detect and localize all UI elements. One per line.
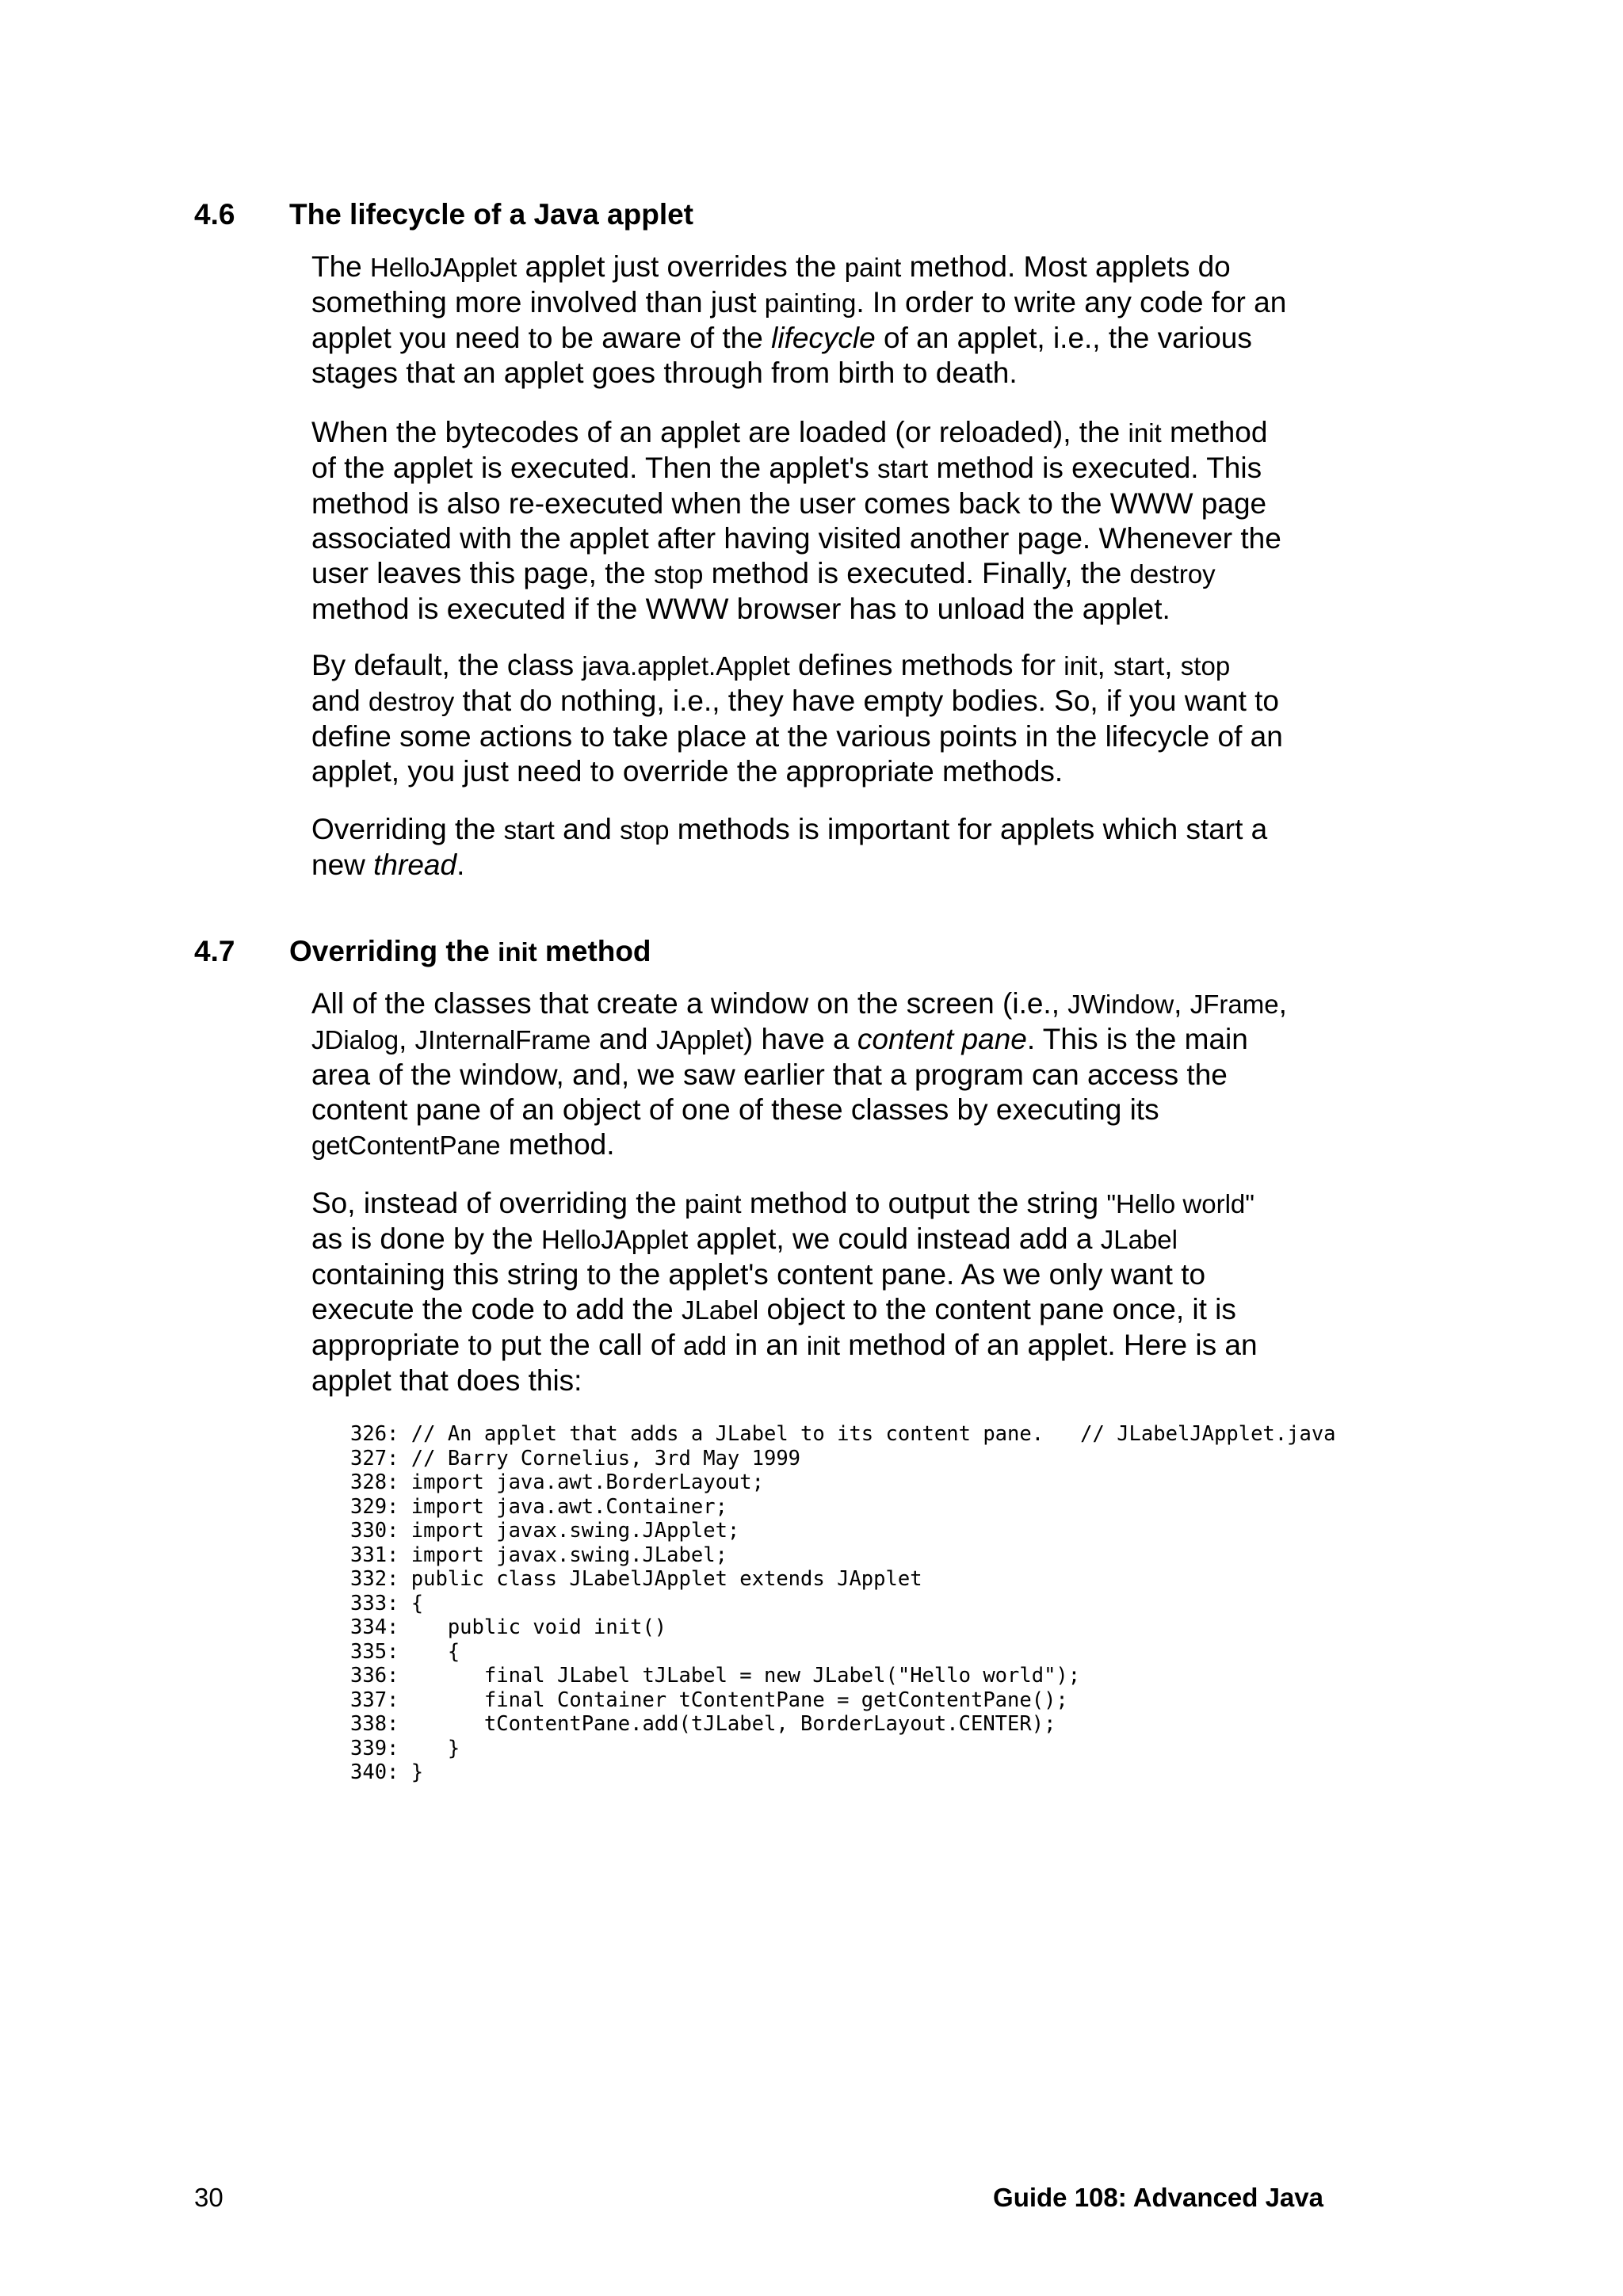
section-title: Overriding the init method (289, 935, 651, 967)
inline-code: JApplet (655, 1025, 743, 1055)
code-line: 332: public class JLabelJApplet extends JApplet (350, 1567, 922, 1591)
text-segment: in an (727, 1329, 807, 1361)
inline-code: start (503, 815, 555, 845)
text-line (311, 1292, 1342, 1328)
text-segment: defines methods for (789, 649, 1064, 681)
text-segment: ) have a (743, 1023, 857, 1055)
text-segment: When the bytecodes of an applet are loaded (or reloaded), the (311, 416, 1128, 448)
inline-code: start (876, 454, 929, 483)
inline-code: paint (685, 1189, 742, 1219)
text-line (311, 1328, 1342, 1363)
text-segment: . (456, 849, 465, 881)
inline-code: paint (844, 253, 902, 282)
text-segment: method is executed if the WWW browser has to unload the applet. (311, 593, 1170, 625)
text-line (311, 1363, 1342, 1398)
text-segment: method. (500, 1128, 615, 1161)
code-line: 333: { (350, 1591, 424, 1615)
text-line (311, 1058, 1342, 1093)
inline-code: init (1128, 418, 1162, 448)
text-segment: applet just overrides the (517, 250, 845, 283)
text-segment: something more involved than just (311, 286, 765, 318)
section-number: 4.6 (194, 198, 235, 231)
text-line (311, 986, 1342, 1022)
text-line (311, 521, 1342, 556)
text-segment: method is also re-executed when the user comes back to the WWW page (311, 487, 1267, 520)
footer-guide-title: Guide 108: Advanced Java (993, 2183, 1323, 2212)
text-segment: appropriate to put the call of (311, 1329, 683, 1361)
text-segment: and (590, 1023, 656, 1055)
text-segment: The (311, 250, 371, 283)
text-segment: applet you need to be aware of the (311, 322, 772, 354)
inline-code: stop (653, 559, 704, 589)
inline-code: "Hello world" (1106, 1189, 1254, 1219)
inline-code: JWindow (1067, 990, 1174, 1019)
text-segment: method of an applet. Here is an (840, 1329, 1258, 1361)
emphasis: thread (373, 849, 457, 881)
text-segment: By default, the class (311, 649, 582, 681)
text-line (311, 812, 1342, 848)
text-segment: methods is important for applets which start a (669, 813, 1268, 845)
inline-code: HelloJApplet (541, 1225, 689, 1254)
text-line (311, 486, 1342, 521)
text-segment: applet that does this: (311, 1364, 582, 1397)
inline-code: JLabel (681, 1295, 759, 1325)
text-segment: associated with the applet after having visited another page. Whenever the (311, 522, 1281, 555)
inline-code: painting (764, 288, 857, 318)
text-line (311, 1257, 1342, 1292)
emphasis: lifecycle (771, 322, 876, 354)
inline-code: JFrame (1190, 990, 1279, 1019)
text-line (311, 592, 1342, 627)
code-line: 339: } (350, 1736, 460, 1760)
text-segment: execute the code to add the (311, 1293, 682, 1325)
inline-code: stop (620, 815, 670, 845)
code-line: 337: final Container tContentPane = getContentPane(); (350, 1688, 1068, 1712)
code-line: 326: // An applet that adds a JLabel to its content pane. // JLabelJApplet.java (350, 1422, 1336, 1446)
section-number: 4.7 (194, 935, 235, 967)
text-line (311, 648, 1342, 684)
section-title: The lifecycle of a Java applet (289, 198, 693, 231)
text-line (311, 451, 1342, 486)
text-line (311, 848, 1342, 883)
text-segment: , (1097, 649, 1114, 681)
text-segment: applet, you just need to override the appropriate methods. (311, 755, 1064, 788)
text-segment: All of the classes that create a window on the screen (i.e., (311, 987, 1068, 1020)
text-segment: method. Most applets do (901, 250, 1231, 283)
text-segment: applet, we could instead add a (688, 1222, 1101, 1255)
text-segment: of the applet is executed. Then the applet's (311, 452, 877, 484)
code-line: 331: import javax.swing.JLabel; (350, 1543, 727, 1567)
text-segment: and (311, 685, 369, 717)
text-segment: of an applet, i.e., the various (875, 322, 1252, 354)
paragraph (311, 250, 1342, 391)
code-listing (350, 1422, 1336, 1785)
code-line: 336: final JLabel tJLabel = new JLabel("Hello world"); (350, 1664, 1081, 1688)
text-segment: user leaves this page, the (311, 557, 654, 589)
inline-code: start (1113, 651, 1165, 681)
inline-code: stop (1180, 651, 1231, 681)
text-segment: . This is the main (1026, 1023, 1248, 1055)
code-line: 330: import javax.swing.JApplet; (350, 1519, 740, 1543)
text-segment: , (1164, 649, 1181, 681)
code-line: 340: } (350, 1760, 424, 1784)
text-line (311, 415, 1342, 451)
text-segment: define some actions to take place at the various points in the lifecycle of an (311, 720, 1283, 753)
emphasis: content pane (857, 1023, 1027, 1055)
inline-code: add (682, 1331, 727, 1360)
text-segment: containing this string to the applet's content pane. As we only want to (311, 1258, 1206, 1291)
text-segment: , (1278, 987, 1287, 1020)
text-segment: method is executed. This (928, 452, 1262, 484)
text-segment: that do nothing, i.e., they have empty bodies. So, if you want to (454, 685, 1279, 717)
text-line (311, 250, 1342, 285)
text-segment: , (399, 1023, 415, 1055)
text-segment: So, instead of overriding the (311, 1187, 685, 1219)
paragraph (311, 986, 1342, 1163)
text-segment: , (1174, 987, 1190, 1020)
text-segment: method is executed. Finally, the (703, 557, 1130, 589)
inline-code: getContentPane (311, 1131, 501, 1160)
section-heading-4-6 (194, 198, 693, 231)
text-line (311, 1186, 1342, 1222)
text-segment: . In order to write any code for an (856, 286, 1287, 318)
text-segment: content pane of an object of one of these classes by executing its (311, 1093, 1159, 1126)
text-line (311, 719, 1342, 754)
inline-code: destroy (1129, 559, 1216, 589)
inline-code: JLabel (1100, 1225, 1178, 1254)
paragraph (311, 1186, 1342, 1398)
code-line: 328: import java.awt.BorderLayout; (350, 1470, 764, 1494)
inline-code: init (1064, 651, 1098, 681)
text-segment: method (1161, 416, 1268, 448)
code-line: 335: { (350, 1639, 460, 1664)
paragraph (311, 648, 1342, 789)
inline-code: init (806, 1331, 841, 1360)
inline-code: JDialog (311, 1025, 399, 1055)
code-line: 338: tContentPane.add(tJLabel, BorderLayout.CENTER); (350, 1712, 1056, 1736)
text-line (311, 285, 1342, 321)
code-line: 327: // Barry Cornelius, 3rd May 1999 (350, 1446, 801, 1470)
code-line: 334: public void init() (350, 1615, 667, 1639)
paragraph (311, 415, 1342, 627)
inline-code: JInternalFrame (414, 1025, 591, 1055)
text-line (311, 1222, 1342, 1257)
text-line (311, 754, 1342, 789)
inline-code: java.applet.Applet (582, 651, 790, 681)
text-line (311, 356, 1342, 391)
text-line (311, 1022, 1342, 1058)
inline-code: destroy (369, 687, 455, 716)
code-line: 329: import java.awt.Container; (350, 1494, 727, 1519)
page-number: 30 (194, 2183, 223, 2212)
text-segment: Overriding the (311, 813, 504, 845)
text-line (311, 556, 1342, 592)
text-line (311, 1127, 1342, 1163)
text-segment: as is done by the (311, 1222, 542, 1255)
section-heading-4-7 (194, 935, 651, 968)
paragraph (311, 812, 1342, 883)
text-segment: method to output the string (741, 1187, 1107, 1219)
text-segment: object to the content pane once, it is (758, 1293, 1236, 1325)
text-segment: area of the window, and, we saw earlier that a program can access the (311, 1058, 1228, 1091)
inline-code: HelloJApplet (370, 253, 517, 282)
text-line (311, 321, 1342, 356)
text-line (311, 684, 1342, 719)
text-line (311, 1093, 1342, 1127)
text-segment: and (554, 813, 621, 845)
text-segment: stages that an applet goes through from birth to death. (311, 357, 1018, 389)
text-segment: new (311, 849, 374, 881)
